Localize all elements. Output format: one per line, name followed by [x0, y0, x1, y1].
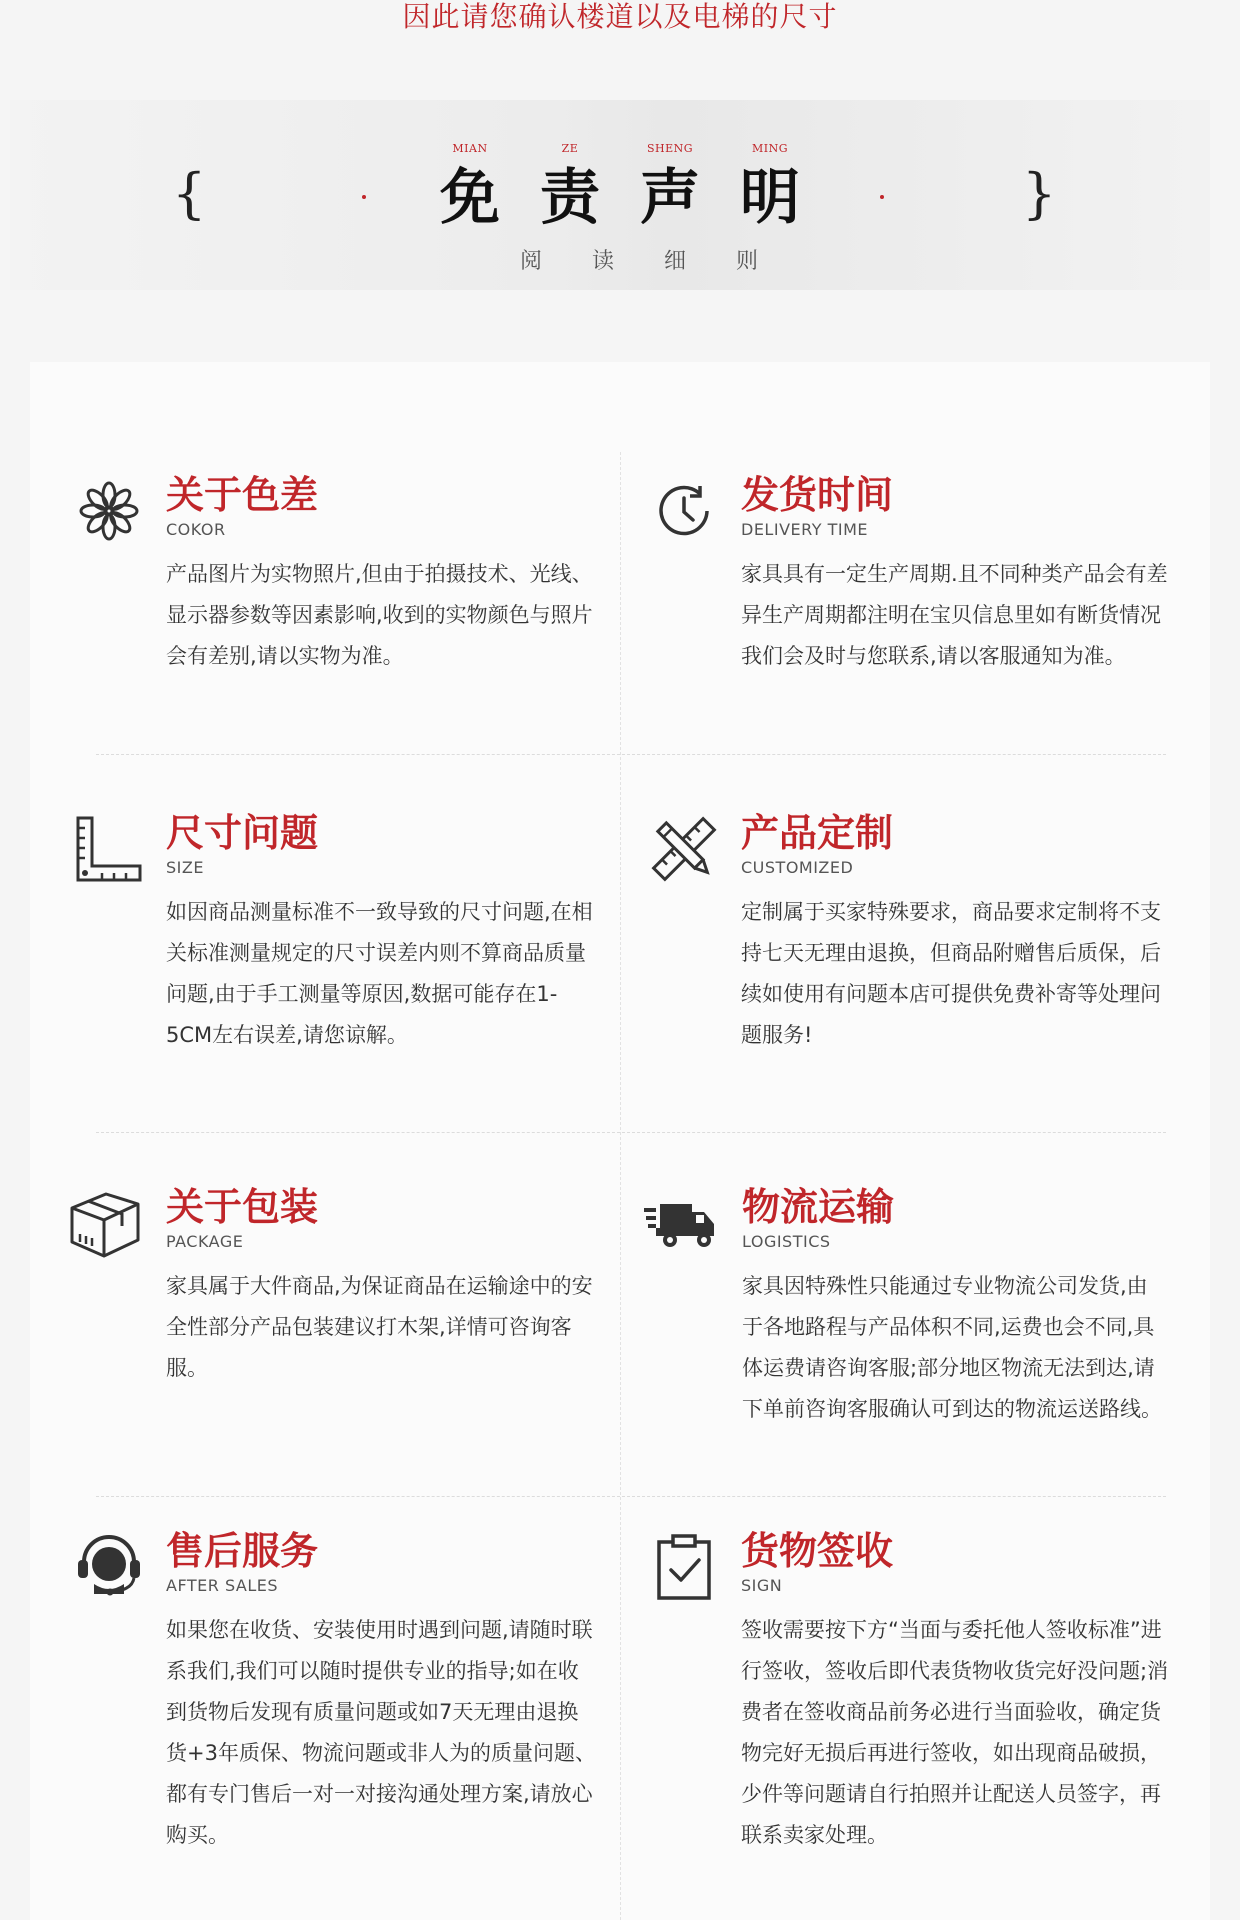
clock-icon: [645, 472, 723, 550]
page-title: [420, 164, 820, 232]
headset-icon: [70, 1528, 148, 1606]
decor-dot: [880, 195, 884, 199]
item-title: 货物签收: [741, 1529, 894, 1573]
item-title: 发货时间: [741, 473, 894, 517]
subtitle-char: 细: [663, 249, 688, 274]
pencil-ruler-icon: [645, 810, 723, 888]
pinyin-label: MING: [751, 142, 789, 155]
item-description: 家具因特殊性只能通过专业物流公司发货,由于各地路程与产品体积不同,运费也会不同,具体运费请咨询客服;部分地区物流无法到达,请下单前咨询客服确认可到达的物流运送路线。: [742, 1274, 1162, 1421]
item-title: 关于包装: [166, 1185, 319, 1229]
item-title: 售后服务: [166, 1529, 319, 1573]
pinyin-label: ZE: [561, 142, 579, 155]
item-title: 尺寸问题: [166, 811, 319, 855]
page-subtitle: [520, 244, 760, 275]
column-divider: [620, 452, 621, 1920]
item-title: 关于色差: [166, 473, 319, 517]
item-description: 家具属于大件商品,为保证商品在运输途中的安全性部分产品包装建议打木架,详情可咨询客服。: [166, 1274, 593, 1380]
disclaimer-card: [30, 362, 1210, 1920]
item-subtitle: PACKAGE: [166, 1232, 244, 1251]
left-brace: {: [172, 162, 207, 225]
pinyin-label: SHENG: [646, 142, 694, 155]
item-description: 如因商品测量标准不一致导致的尺寸问题,在相关标准测量规定的尺寸误差内则不算商品质量问题,由于手工测量等原因,数据可能存在1-5CM左右误差,请您谅解。: [166, 900, 593, 1047]
subtitle-char: 则: [735, 249, 760, 274]
item-title: 物流运输: [742, 1185, 895, 1229]
item-subtitle: SIZE: [166, 858, 204, 877]
subtitle-char: 阅: [520, 249, 545, 274]
right-brace: }: [1022, 162, 1057, 225]
item-description: 定制属于买家特殊要求，商品要求定制将不支持七天无理由退换，但商品附赠售后质保，后续如使用有问题本店可提供免费补寄等处理问题服务!: [741, 900, 1161, 1047]
subtitle-char: 读: [591, 249, 616, 274]
item-title: 产品定制: [741, 811, 894, 855]
item-subtitle: DELIVERY TIME: [741, 520, 868, 539]
item-description: 如果您在收货、安装使用时遇到问题,请随时联系我们,我们可以随时提供专业的指导;如在收到货物后发现有质量问题或如7天无理由退换货+3年质保、物流问题或非人为的质量问题、都有专门售后一对一对接沟通处理方案,请放心购买。: [166, 1618, 596, 1847]
row-divider: [96, 1496, 1166, 1497]
decor-dot: [362, 195, 366, 199]
truck-icon: [642, 1184, 720, 1262]
item-subtitle: AFTER SALES: [166, 1576, 279, 1595]
item-subtitle: COKOR: [166, 520, 226, 539]
pinyin-row: [420, 142, 820, 155]
clipboard-check-icon: [645, 1528, 723, 1606]
row-divider: [96, 754, 1166, 755]
flower-icon: [70, 472, 148, 550]
disclaimer-banner: [10, 100, 1210, 290]
top-notice: 因此请您确认楼道以及电梯的尺寸: [402, 0, 838, 33]
item-subtitle: SIGN: [741, 1576, 783, 1595]
title-char: 责: [540, 163, 600, 233]
box-icon: [66, 1184, 144, 1262]
title-char: 声: [640, 163, 700, 233]
title-char: 明: [740, 163, 800, 233]
item-description: 家具具有一定生产周期.且不同种类产品会有差异生产周期都注明在宝贝信息里如有断货情况我们会及时与您联系,请以客服通知为准。: [741, 562, 1168, 668]
ruler-icon: [70, 810, 148, 888]
row-divider: [96, 1132, 1166, 1133]
item-description: 签收需要按下方“当面与委托他人签收标准”进行签收，签收后即代表货物收货完好没问题;消费者在签收商品前务必进行当面验收，确定货物完好无损后再进行签收，如出现商品破损，少件等问题请自行拍照并让配送人员签字，再联系卖家处理。: [741, 1618, 1169, 1847]
item-description: 产品图片为实物照片,但由于拍摄技术、光线、显示器参数等因素影响,收到的实物颜色与照片会有差别,请以实物为准。: [166, 562, 593, 668]
pinyin-label: MIAN: [452, 142, 488, 155]
title-char: 免: [440, 163, 500, 233]
item-subtitle: LOGISTICS: [742, 1232, 831, 1251]
item-subtitle: CUSTOMIZED: [741, 858, 854, 877]
